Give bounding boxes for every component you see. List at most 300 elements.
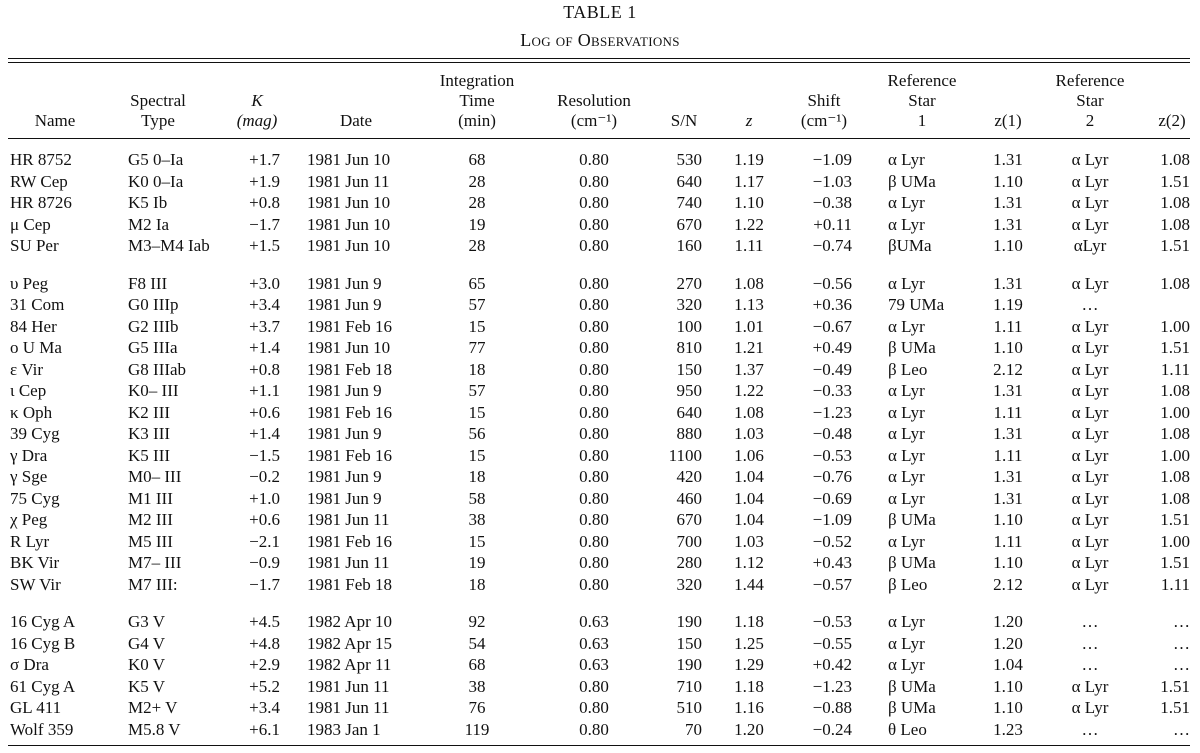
- cell-itime: 19: [468, 214, 486, 234]
- table-row: [0, 337, 1200, 359]
- cell-sptype: G3 V: [128, 612, 165, 631]
- cell-sptype: K0 V: [128, 655, 165, 674]
- table-row: [0, 509, 1200, 531]
- cell-itime: 18: [468, 574, 486, 594]
- cell-sptype: M5.8 V: [128, 719, 181, 739]
- col-header-k-mag: K (mag): [236, 91, 278, 130]
- cell-ref1: α Lyr: [888, 381, 925, 400]
- cell-sn: 670: [676, 510, 702, 529]
- cell-ref1: α Lyr: [888, 316, 925, 336]
- cell-ref2: …: [1081, 719, 1099, 739]
- cell-date: 1981 Jun 10: [307, 214, 391, 234]
- cell-name: γ Sge: [10, 467, 48, 486]
- cell-z: 1.44: [734, 574, 764, 594]
- top-rule-inner: [8, 62, 1190, 63]
- cell-name: 31 Com: [10, 295, 65, 314]
- cell-ref2: …: [1081, 655, 1099, 674]
- cell-shift: −0.74: [812, 236, 852, 255]
- table-row: [0, 192, 1200, 214]
- cell-sptype: K5 V: [128, 676, 165, 696]
- top-rule-outer: [8, 58, 1190, 59]
- cell-shift: −0.49: [812, 359, 852, 379]
- col-header-resolution: Resolution (cm⁻¹): [557, 91, 631, 130]
- cell-itime: 58: [468, 488, 486, 508]
- cell-z: 1.08: [734, 273, 764, 293]
- cell-date: 1981 Jun 10: [307, 150, 391, 169]
- cell-res: 0.80: [579, 273, 609, 293]
- cell-shift: −0.52: [812, 531, 852, 551]
- cell-z2: …: [1173, 633, 1190, 653]
- cell-res: 0.80: [579, 295, 609, 314]
- cell-k: +0.6: [249, 402, 280, 422]
- cell-z1: 1.31: [993, 193, 1023, 212]
- cell-shift: −1.09: [812, 510, 852, 529]
- cell-ref2: α Lyr: [1071, 193, 1109, 212]
- cell-ref1: α Lyr: [888, 214, 925, 234]
- cell-ref1: α Lyr: [888, 193, 925, 212]
- cell-name: o U Ma: [10, 338, 62, 357]
- cell-z: 1.37: [734, 359, 764, 379]
- cell-k: −0.2: [249, 467, 280, 486]
- cell-itime: 68: [468, 150, 486, 169]
- cell-z: 1.04: [734, 467, 764, 486]
- cell-name: υ Peg: [10, 273, 49, 293]
- table-row: [0, 531, 1200, 553]
- cell-date: 1983 Jan 1: [307, 719, 381, 739]
- table-row: [0, 316, 1200, 338]
- cell-z: 1.18: [734, 612, 764, 631]
- cell-z: 1.25: [734, 633, 764, 653]
- cell-res: 0.80: [579, 359, 609, 379]
- cell-date: 1981 Feb 16: [307, 316, 392, 336]
- cell-k: −1.7: [249, 214, 280, 234]
- cell-z: 1.18: [734, 676, 764, 696]
- cell-z2: 1.51: [1160, 236, 1190, 255]
- cell-sn: 420: [676, 467, 702, 486]
- cell-z2: 1.51: [1160, 510, 1190, 529]
- cell-ref2: α Lyr: [1071, 273, 1109, 293]
- cell-k: +1.1: [249, 381, 280, 400]
- cell-sn: 950: [676, 381, 702, 400]
- cell-z2: …: [1173, 719, 1190, 739]
- cell-date: 1981 Jun 9: [307, 424, 382, 443]
- cell-date: 1981 Jun 10: [307, 236, 391, 255]
- cell-name: 16 Cyg B: [10, 633, 76, 653]
- cell-res: 0.63: [579, 655, 609, 674]
- cell-ref1: α Lyr: [888, 488, 925, 508]
- cell-z1: 1.23: [993, 719, 1023, 739]
- cell-itime: 28: [468, 236, 486, 255]
- cell-sn: 640: [676, 171, 702, 191]
- cell-ref2: α Lyr: [1071, 467, 1109, 486]
- cell-z: 1.22: [734, 381, 764, 400]
- cell-sn: 160: [676, 236, 702, 255]
- cell-ref2: α Lyr: [1071, 698, 1109, 717]
- cell-k: +1.5: [249, 236, 280, 255]
- cell-shift: −0.24: [812, 719, 852, 739]
- cell-res: 0.63: [579, 612, 609, 631]
- cell-shift: +0.36: [812, 295, 852, 314]
- cell-ref2: α Lyr: [1071, 316, 1109, 336]
- cell-k: +1.4: [249, 338, 280, 357]
- table-row: [0, 574, 1200, 596]
- cell-sptype: M3–M4 Iab: [128, 236, 210, 255]
- cell-z: 1.21: [734, 338, 764, 357]
- cell-z1: 1.10: [993, 553, 1023, 572]
- cell-shift: −0.76: [812, 467, 852, 486]
- cell-sptype: M0– III: [128, 467, 182, 486]
- header-rule: [8, 138, 1190, 139]
- cell-name: RW Cep: [10, 171, 68, 191]
- cell-res: 0.80: [579, 236, 609, 255]
- cell-k: +3.4: [249, 698, 280, 717]
- cell-name: γ Dra: [10, 445, 48, 465]
- col-header-spectral-type: Spectral Type: [130, 91, 186, 130]
- cell-sptype: K0– III: [128, 381, 179, 400]
- cell-shift: −0.69: [812, 488, 852, 508]
- table-row: [0, 294, 1200, 316]
- cell-k: +0.6: [249, 510, 280, 529]
- cell-z1: 1.31: [993, 214, 1023, 234]
- table-row: [0, 552, 1200, 574]
- cell-itime: 38: [468, 510, 486, 529]
- table-row: [0, 402, 1200, 424]
- cell-shift: +0.42: [812, 655, 852, 674]
- cell-z1: 1.31: [993, 488, 1023, 508]
- cell-sn: 320: [676, 295, 702, 314]
- cell-itime: 68: [468, 655, 486, 674]
- col-header-reference-star-1: Reference Star 1: [887, 71, 957, 130]
- cell-sn: 190: [676, 612, 702, 631]
- cell-z1: 1.31: [993, 150, 1023, 169]
- cell-name: μ Cep: [10, 214, 51, 234]
- cell-sptype: G0 IIIp: [128, 295, 179, 314]
- cell-ref1: α Lyr: [888, 612, 925, 631]
- cell-z2: 1.00: [1160, 316, 1190, 336]
- cell-ref1: β UMa: [888, 676, 936, 696]
- col-header-z: z: [745, 111, 753, 130]
- cell-z2: 1.51: [1160, 676, 1190, 696]
- cell-shift: −0.53: [812, 612, 852, 631]
- cell-itime: 54: [468, 633, 486, 653]
- cell-z2: …: [1173, 612, 1190, 631]
- cell-name: σ Dra: [10, 655, 49, 674]
- cell-z: 1.29: [734, 655, 764, 674]
- cell-date: 1981 Feb 16: [307, 402, 392, 422]
- cell-res: 0.80: [579, 316, 609, 336]
- cell-sn: 190: [676, 655, 702, 674]
- cell-sn: 510: [676, 698, 702, 717]
- cell-shift: +0.49: [812, 338, 852, 357]
- cell-z: 1.11: [734, 236, 764, 255]
- cell-itime: 77: [468, 338, 486, 357]
- cell-z2: 1.00: [1160, 402, 1190, 422]
- cell-k: +3.7: [249, 316, 280, 336]
- col-header-z2: z(2): [1158, 111, 1186, 130]
- cell-ref2: α Lyr: [1071, 424, 1109, 443]
- cell-name: R Lyr: [10, 531, 50, 551]
- cell-ref2: α Lyr: [1071, 445, 1109, 465]
- cell-ref2: α Lyr: [1071, 488, 1109, 508]
- cell-k: −2.1: [249, 531, 280, 551]
- cell-z2: 1.00: [1160, 445, 1190, 465]
- cell-name: 75 Cyg: [10, 488, 60, 508]
- cell-z: 1.04: [734, 510, 764, 529]
- table-row: [0, 359, 1200, 381]
- group-spacer: [0, 257, 1200, 273]
- cell-sptype: M2+ V: [128, 698, 178, 717]
- cell-z2: 1.08: [1160, 273, 1190, 293]
- cell-name: ε Vir: [10, 359, 44, 379]
- cell-res: 0.80: [579, 698, 609, 717]
- cell-res: 0.80: [579, 574, 609, 594]
- cell-z: 1.16: [734, 698, 764, 717]
- cell-sptype: K5 Ib: [128, 193, 168, 212]
- cell-z2: 1.51: [1160, 171, 1190, 191]
- col-header-shift: Shift (cm⁻¹): [800, 91, 848, 130]
- cell-sn: 530: [676, 150, 702, 169]
- cell-sn: 150: [676, 359, 702, 379]
- cell-itime: 15: [468, 445, 486, 465]
- cell-name: 39 Cyg: [10, 424, 60, 443]
- col-header-sn: S/N: [670, 111, 698, 130]
- cell-z2: 1.51: [1160, 553, 1190, 572]
- cell-ref1: α Lyr: [888, 150, 925, 169]
- cell-name: 61 Cyg A: [10, 676, 76, 696]
- cell-ref2: …: [1081, 633, 1099, 653]
- cell-ref2: α Lyr: [1071, 510, 1109, 529]
- cell-z2: 1.08: [1160, 214, 1190, 234]
- cell-shift: +0.43: [812, 553, 852, 572]
- cell-name: BK Vir: [10, 553, 60, 572]
- cell-z1: 1.10: [993, 676, 1023, 696]
- cell-ref2: α Lyr: [1071, 574, 1109, 594]
- cell-z2: 1.51: [1160, 338, 1190, 357]
- col-header-integration-time: Integration Time (min): [439, 71, 515, 130]
- cell-sptype: G8 IIIab: [128, 359, 187, 379]
- cell-ref1: α Lyr: [888, 655, 925, 674]
- cell-k: +1.4: [249, 424, 280, 443]
- cell-name: GL 411: [10, 698, 62, 717]
- cell-date: 1981 Jun 10: [307, 338, 391, 357]
- cell-sn: 640: [676, 402, 702, 422]
- cell-sptype: F8 III: [128, 273, 168, 293]
- cell-z2: 1.08: [1160, 467, 1190, 486]
- cell-sptype: K3 III: [128, 424, 171, 443]
- cell-z2: 1.11: [1160, 359, 1190, 379]
- cell-sptype: M1 III: [128, 488, 173, 508]
- cell-z1: 1.31: [993, 424, 1023, 443]
- cell-ref1: β UMa: [888, 338, 936, 357]
- cell-sptype: M7 III:: [128, 574, 178, 594]
- cell-shift: −0.67: [812, 316, 852, 336]
- cell-ref2: α Lyr: [1071, 171, 1109, 191]
- cell-z1: 1.10: [993, 338, 1023, 357]
- cell-date: 1981 Jun 11: [307, 676, 390, 696]
- cell-z2: 1.08: [1160, 150, 1190, 169]
- cell-z1: 1.10: [993, 236, 1023, 255]
- cell-name: HR 8752: [10, 150, 72, 169]
- cell-z1: 1.10: [993, 698, 1023, 717]
- cell-sn: 670: [676, 214, 702, 234]
- cell-res: 0.80: [579, 676, 609, 696]
- cell-z: 1.17: [734, 171, 764, 191]
- cell-k: +0.8: [249, 359, 280, 379]
- cell-itime: 65: [468, 273, 486, 293]
- cell-ref1: α Lyr: [888, 633, 925, 653]
- cell-date: 1982 Apr 15: [307, 633, 392, 653]
- cell-itime: 28: [468, 171, 486, 191]
- cell-k: −1.5: [249, 445, 280, 465]
- cell-ref2: …: [1081, 612, 1099, 631]
- cell-sn: 700: [676, 531, 702, 551]
- cell-shift: −0.33: [812, 381, 852, 400]
- cell-ref1: β UMa: [888, 553, 936, 572]
- cell-ref2: α Lyr: [1071, 553, 1109, 572]
- table-row: [0, 445, 1200, 467]
- cell-shift: +0.11: [813, 214, 852, 234]
- table-row: [0, 466, 1200, 488]
- cell-z1: 1.31: [993, 467, 1023, 486]
- cell-ref1: β Leo: [888, 574, 928, 594]
- cell-z2: 1.08: [1160, 193, 1190, 212]
- cell-ref2: α Lyr: [1071, 338, 1109, 357]
- cell-k: +3.0: [249, 273, 280, 293]
- cell-date: 1981 Jun 9: [307, 381, 382, 400]
- cell-ref2: α Lyr: [1071, 359, 1109, 379]
- table-row: [0, 423, 1200, 445]
- cell-k: +0.8: [249, 193, 280, 212]
- cell-date: 1981 Jun 9: [307, 295, 382, 314]
- cell-sptype: M2 Ia: [128, 214, 170, 234]
- cell-res: 0.80: [579, 402, 609, 422]
- cell-z2: 1.08: [1160, 424, 1190, 443]
- cell-shift: −1.09: [812, 150, 852, 169]
- cell-itime: 57: [468, 381, 486, 400]
- cell-sptype: K2 III: [128, 402, 171, 422]
- table-header: [0, 66, 1200, 134]
- cell-ref2: α Lyr: [1071, 150, 1109, 169]
- cell-itime: 57: [468, 295, 486, 314]
- cell-date: 1982 Apr 11: [307, 655, 392, 674]
- cell-itime: 15: [468, 402, 486, 422]
- cell-sptype: M5 III: [128, 531, 173, 551]
- cell-res: 0.80: [579, 553, 609, 572]
- cell-ref1: 79 UMa: [888, 295, 945, 314]
- cell-z2: …: [1173, 655, 1190, 674]
- table-row: [0, 171, 1200, 193]
- cell-shift: −0.53: [812, 445, 852, 465]
- cell-ref2: α Lyr: [1071, 402, 1109, 422]
- cell-res: 0.80: [579, 214, 609, 234]
- table-row: [0, 214, 1200, 236]
- cell-sn: 460: [676, 488, 702, 508]
- table-row: [0, 697, 1200, 719]
- cell-itime: 18: [468, 359, 486, 379]
- table-row: [0, 488, 1200, 510]
- cell-ref1: β UMa: [888, 698, 936, 717]
- cell-k: +4.5: [249, 612, 280, 631]
- col-header-name: Name: [34, 111, 76, 130]
- cell-itime: 76: [468, 698, 486, 717]
- cell-itime: 28: [468, 193, 486, 212]
- cell-ref1: α Lyr: [888, 531, 925, 551]
- cell-z2: 1.00: [1160, 531, 1190, 551]
- cell-res: 0.80: [579, 338, 609, 357]
- cell-date: 1981 Feb 16: [307, 531, 392, 551]
- cell-ref2: α Lyr: [1071, 676, 1109, 696]
- cell-ref2: α Lyr: [1071, 381, 1109, 400]
- cell-sn: 280: [676, 553, 702, 572]
- cell-k: +3.4: [249, 295, 280, 314]
- cell-k: +2.9: [249, 655, 280, 674]
- col-header-z1: z(1): [994, 111, 1022, 130]
- cell-itime: 18: [468, 467, 486, 486]
- cell-ref1: α Lyr: [888, 273, 925, 293]
- cell-date: 1981 Jun 11: [307, 698, 390, 717]
- table-row: [0, 380, 1200, 402]
- cell-ref1: β UMa: [888, 510, 936, 529]
- cell-itime: 92: [468, 612, 486, 631]
- cell-name: Wolf 359: [10, 719, 74, 739]
- cell-shift: −0.56: [812, 273, 852, 293]
- table-row: [0, 654, 1200, 676]
- cell-ref1: α Lyr: [888, 467, 925, 486]
- cell-name: HR 8726: [10, 193, 72, 212]
- cell-z1: 1.10: [993, 171, 1023, 191]
- cell-date: 1981 Jun 11: [307, 553, 390, 572]
- cell-sn: 70: [685, 719, 702, 739]
- cell-z1: 1.11: [993, 316, 1023, 336]
- table-row: [0, 676, 1200, 698]
- cell-itime: 119: [464, 719, 490, 739]
- cell-z1: 1.20: [993, 633, 1023, 653]
- cell-date: 1981 Jun 11: [307, 171, 390, 191]
- cell-res: 0.80: [579, 531, 609, 551]
- table-subtitle: Log of Observations: [520, 30, 680, 50]
- cell-shift: −0.88: [812, 698, 852, 717]
- table-row: [0, 149, 1200, 171]
- cell-itime: 19: [468, 553, 486, 572]
- cell-z: 1.04: [734, 488, 764, 508]
- cell-z: 1.19: [734, 150, 764, 169]
- cell-date: 1982 Apr 10: [307, 612, 392, 631]
- cell-k: +1.7: [249, 150, 280, 169]
- cell-ref1: θ Leo: [888, 719, 927, 739]
- cell-z1: 1.20: [993, 612, 1023, 631]
- cell-sptype: M2 III: [128, 510, 173, 529]
- cell-k: +5.2: [249, 676, 280, 696]
- cell-date: 1981 Jun 9: [307, 467, 382, 486]
- cell-res: 0.80: [579, 467, 609, 486]
- cell-res: 0.80: [579, 171, 609, 191]
- cell-res: 0.80: [579, 719, 609, 739]
- cell-date: 1981 Feb 18: [307, 574, 392, 594]
- cell-sptype: K0 0–Ia: [128, 171, 184, 191]
- cell-z2: 1.11: [1160, 574, 1190, 594]
- cell-itime: 38: [468, 676, 486, 696]
- cell-z2: 1.51: [1160, 698, 1190, 717]
- cell-z: 1.06: [734, 445, 764, 465]
- cell-date: 1981 Jun 9: [307, 273, 382, 293]
- cell-z: 1.22: [734, 214, 764, 234]
- cell-itime: 56: [468, 424, 486, 443]
- table-title: TABLE 1: [563, 2, 637, 22]
- cell-res: 0.80: [579, 424, 609, 443]
- cell-res: 0.63: [579, 633, 609, 653]
- table-row: [0, 719, 1200, 741]
- cell-sptype: G5 IIIa: [128, 338, 178, 357]
